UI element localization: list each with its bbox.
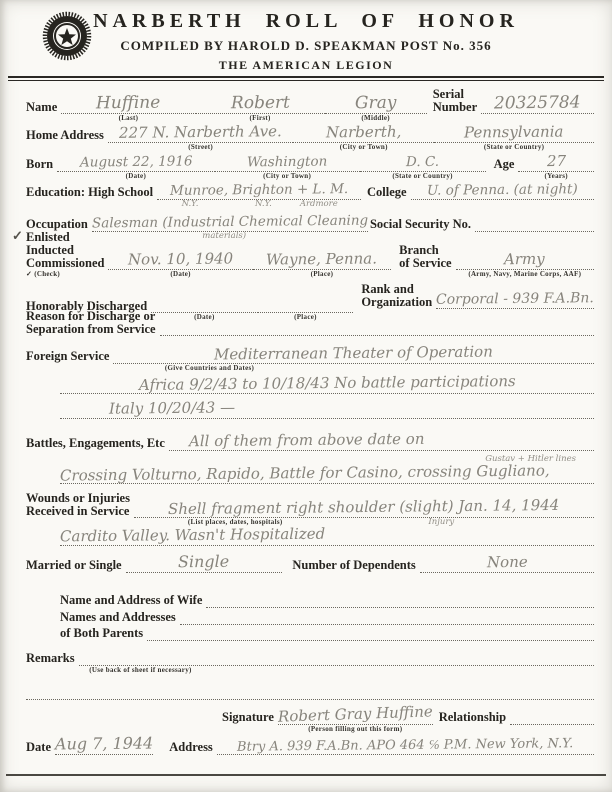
battles-note: Gustav + Hitler lines	[485, 454, 576, 464]
parents-label-1: Names and Addresses	[60, 610, 176, 625]
dependents-label: Number of Dependents	[292, 558, 416, 573]
remarks-line2	[26, 684, 594, 700]
state-value: Pennsylvania	[464, 122, 564, 142]
high-school-value: Munroe, Brighton + L. M.	[169, 181, 349, 199]
wounds-value-2: Cardito Valley. Wasn't Hospitalized	[59, 524, 326, 546]
serial-number-value: 20325784	[494, 92, 581, 114]
signature-row	[26, 702, 594, 733]
high-school-note-3: Ardmore	[299, 199, 338, 209]
entry-type-label: ✓ Enlisted Inducted Commissioned ✓ (Check)	[26, 231, 108, 270]
parents-field-2	[147, 625, 594, 641]
wounds-value: Shell fragment right shoulder (slight) Jan. 14, 1944	[168, 496, 560, 519]
discharge-date-sublabel: (Date)	[194, 313, 215, 322]
occupation-row	[26, 212, 594, 241]
parents-row-1	[26, 609, 594, 625]
battles-line2	[26, 454, 594, 485]
header-divider	[8, 76, 604, 81]
page-title: NARBERTH ROLL OF HONOR	[93, 10, 519, 32]
wife-label: Name and Address of Wife	[60, 593, 203, 608]
birth-date-field	[57, 153, 215, 180]
parents-field-1	[180, 609, 594, 625]
marital-row	[26, 551, 594, 573]
battles-field-2	[59, 454, 594, 485]
age-value: 27	[546, 151, 566, 171]
last-sublabel: (Last)	[118, 114, 139, 123]
wife-field	[206, 592, 594, 608]
serial-number-field	[481, 92, 594, 114]
college-label: College	[366, 185, 407, 200]
rank-value: Corporal - 939 F.A.Bn.	[436, 290, 595, 309]
branch-of-service-label: Branch of Service	[399, 243, 452, 271]
footer-row	[26, 733, 594, 755]
discharge-place-sublabel: (Place)	[294, 313, 317, 322]
marital-value: Single	[178, 551, 230, 572]
signature-label: Signature	[222, 710, 274, 725]
entry-date-sublabel: (Date)	[170, 270, 191, 279]
city-field	[293, 122, 434, 151]
high-school-note-2: N.Y.	[254, 199, 272, 209]
date-value: Aug 7, 1944	[54, 733, 154, 754]
remarks-label: Remarks	[26, 651, 75, 666]
birth-state-value: D. C.	[405, 153, 440, 171]
born-label: Born	[26, 157, 54, 172]
relationship-label: Relationship	[438, 710, 507, 725]
entry-place-value: Wayne, Penna.	[266, 249, 378, 269]
age-label: Age	[493, 157, 515, 172]
remarks-sublabel: (Use back of sheet if necessary)	[89, 666, 192, 674]
battles-row	[26, 429, 594, 451]
serial-number-label: Serial Number	[432, 87, 478, 115]
organization-name: THE AMERICAN LEGION	[218, 58, 394, 72]
occupation-wrap-value: materials)	[202, 231, 247, 241]
birth-city-field	[215, 153, 360, 180]
birth-date-sublabel: (Date)	[125, 172, 147, 180]
age-sublabel: (Years)	[544, 172, 568, 180]
foreign-service-value: Mediterranean Theater of Operation	[214, 342, 494, 364]
birth-state-sublabel: (State or Country)	[392, 172, 453, 180]
address-field	[217, 736, 594, 755]
signature-sublabel: (Person filling out this form)	[308, 725, 403, 733]
check-sublabel: ✓ (Check)	[26, 270, 61, 279]
education-row	[26, 181, 594, 209]
wife-row	[26, 592, 594, 608]
marital-label: Married or Single	[26, 558, 122, 573]
battles-value: All of them from above date on	[188, 429, 425, 451]
foreign-service-label: Foreign Service	[26, 349, 110, 364]
address-label: Address	[169, 740, 213, 755]
occupation-label: Occupation	[26, 217, 88, 232]
wounds-sublabel: (List places, dates, hospitals)	[187, 518, 283, 527]
state-field	[434, 122, 594, 151]
birth-city-sublabel: (City or Town)	[263, 172, 312, 180]
birth-city-value: Washington	[246, 153, 328, 171]
foreign-service-line3	[26, 400, 594, 419]
foreign-service-value-3: Italy 10/20/43 —	[108, 398, 236, 418]
branch-field	[456, 250, 594, 279]
date-label: Date	[26, 740, 51, 755]
name-middle-field	[325, 93, 427, 123]
branch-sublabel: (Army, Navy, Marine Corps, AAF)	[468, 270, 582, 279]
date-field	[54, 733, 154, 755]
foreign-service-row	[26, 342, 594, 372]
born-row	[26, 151, 594, 180]
street-sublabel: (Street)	[188, 143, 214, 151]
name-last-field	[61, 92, 195, 123]
rank-organization-label: Rank and Organization	[361, 282, 433, 310]
first-sublabel: (First)	[249, 114, 271, 123]
foreign-service-line2	[26, 372, 594, 394]
wounds-line2	[26, 524, 594, 546]
remarks-row	[26, 650, 594, 674]
parents-label-2: of Both Parents	[60, 626, 144, 641]
foreign-service-value-2: Africa 9/2/43 to 10/18/43 No battle participations	[138, 372, 516, 394]
wounds-field	[134, 496, 594, 528]
ssn-field	[475, 216, 594, 232]
ssn-label: Social Security No.	[369, 217, 472, 232]
foreign-service-sublabel: (Give Countries and Dates)	[164, 364, 255, 372]
name-label: Name	[26, 99, 58, 114]
entry-date-value: Nov. 10, 1940	[127, 249, 234, 269]
home-address-row	[26, 122, 594, 151]
entry-row	[12, 228, 594, 279]
remarks-field	[79, 650, 594, 674]
form-header	[0, 10, 612, 73]
reason-label: Reason for Discharge or Separation from Service	[26, 309, 156, 337]
occupation-field	[91, 212, 369, 241]
state-sublabel: (State or Country)	[483, 143, 545, 151]
high-school-note-1: N.Y.	[181, 199, 199, 209]
dependents-field	[420, 554, 594, 573]
street-value: 227 N. Narberth Ave.	[119, 122, 283, 142]
battles-value-2: Crossing Volturno, Rapido, Battle for Casino, crossing Gugliano,	[59, 461, 550, 485]
city-sublabel: (City or Town)	[339, 143, 388, 151]
signature-field	[277, 702, 433, 733]
page-bottom-divider	[6, 774, 606, 777]
foreign-service-field-2	[60, 372, 594, 394]
wounds-label: Wounds or Injuries Received in Service	[26, 491, 130, 519]
branch-value: Army	[504, 250, 546, 269]
birth-date-value: August 22, 1916	[79, 153, 193, 171]
entry-place-field	[253, 249, 391, 279]
discharged-label: Honorably Discharged	[26, 298, 148, 313]
entry-place-sublabel: (Place)	[310, 270, 334, 279]
wounds-note: Injury	[428, 517, 455, 528]
age-field	[518, 151, 594, 180]
foreign-service-field	[113, 342, 594, 372]
check-mark-icon: ✓	[12, 228, 23, 243]
reason-row	[26, 310, 594, 336]
wounds-field-2	[59, 524, 594, 546]
battles-label: Battles, Engagements, Etc	[26, 436, 165, 451]
relationship-field	[510, 709, 594, 725]
wounds-row	[26, 491, 594, 528]
name-first-field	[196, 92, 325, 123]
home-address-label: Home Address	[26, 128, 104, 143]
city-value: Narberth,	[325, 122, 402, 142]
college-value: U. of Penna. (at night)	[426, 181, 578, 199]
signature-value: Robert Gray Huffine	[277, 702, 433, 726]
remarks-field-2	[26, 684, 594, 700]
high-school-field	[157, 181, 361, 209]
name-last-value: Huffine	[96, 92, 161, 114]
battles-field	[169, 429, 594, 451]
name-row	[26, 87, 594, 123]
foreign-service-field-3	[60, 400, 594, 419]
college-field	[411, 181, 594, 200]
birth-state-field	[360, 153, 486, 180]
name-first-value: Robert	[230, 92, 290, 114]
middle-sublabel: (Middle)	[361, 114, 390, 123]
marital-field	[126, 551, 283, 573]
address-value: Btry A. 939 F.A.Bn. APO 464 ℅ P.M. New York, N.Y.	[237, 736, 574, 755]
education-label: Education: High School	[26, 185, 154, 200]
name-middle-value: Gray	[354, 93, 397, 114]
dependents-value: None	[486, 552, 528, 572]
entry-date-field	[108, 249, 252, 279]
page-subtitle: COMPILED BY HAROLD D. SPEAKMAN POST No. 356	[120, 38, 492, 53]
parents-row-2	[26, 625, 594, 641]
street-field	[108, 122, 293, 151]
occupation-value: Salesman (Industrial Chemical Cleaning	[91, 212, 369, 232]
rank-field	[436, 290, 594, 309]
reason-field	[160, 320, 594, 336]
